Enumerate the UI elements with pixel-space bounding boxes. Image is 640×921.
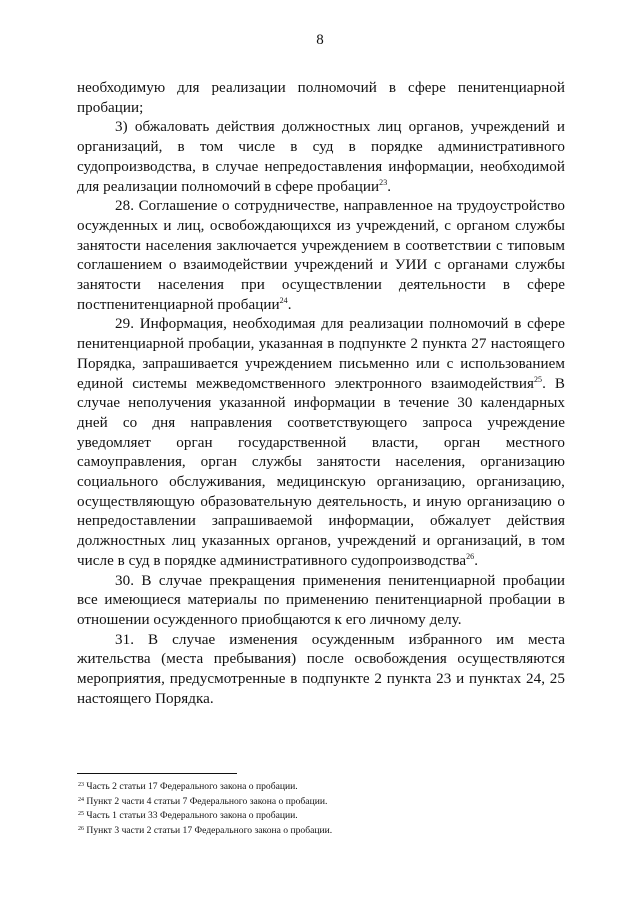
footnote-separator [77,773,237,774]
footnote-number: 23 [78,782,84,788]
paragraph-item-3 [77,118,565,197]
paragraph-tail: . [387,178,392,195]
footnote-item [78,809,558,824]
paragraph-30 [77,572,565,631]
paragraph-tail: . В случае неполучения указанной информации в течение 30 календарных дней со дня направления соответствующего запроса учреждение уведомляет орган государственной власти, орган местного самоуправления, орган службы занятости населения, организацию социального обслуживания, медицинскую организацию, организацию, осуществляющую образовательную деятельность, и иную организацию о непредоставлении запрашиваемой информации, обжалует действия должностных лиц указанных органов, учреждений и организаций, в том числе в суд в порядке административного судопроизводства [77,375,565,569]
paragraph-text: 3) обжаловать действия должностных лиц органов, учреждений и организаций, в том числе в суд в порядке административного судопроизводства, в случае непредоставления информации, необходимой для реализации полномочий в сфере пробации [77,119,565,195]
footnote-ref[interactable]: 25 [533,374,543,384]
footnote-number: 25 [78,811,84,817]
paragraph-tail: . [287,296,292,313]
paragraph-31 [77,631,565,710]
footnote-ref[interactable]: 23 [379,177,388,187]
page-number: 8 [316,32,324,48]
paragraph-text: 30. В случае прекращения применения пенитенциарной пробации все имеющиеся материалы по применению пенитенциарной пробации в отношении осужденного приобщаются к его личному делу. [77,572,565,628]
footnote-ref[interactable]: 26 [466,551,475,561]
footnote-number: 24 [78,796,84,803]
footnote-text: Часть 2 статьи 17 Федерального закона о пробации. [86,781,298,792]
paragraph-continuation [77,79,565,118]
footnote-item [78,824,558,839]
paragraph-text: 31. В случае изменения осужденным избранного им места жительства (места пребывания) после освобождения осуществляются мероприятия, предусмотренные в подпункте 2 пункта 23 и пунктах 24, 25 настоящего Порядка. [77,631,565,707]
footnote-item [78,780,558,795]
document-body [77,79,565,710]
paragraph-text: 28. Соглашение о сотрудничестве, направленное на трудоустройство осужденных и лиц, освобождающихся из учреждений, с органом службы занятости населения заключается учреждением в соответствии с типовым соглашением о взаимодействии учреждений и УИИ с органами службы занятости населения при осуществлении деятельности в сфере постпенитенциарной пробации [77,198,565,313]
footnotes [78,780,558,838]
footnote-text: Пункт 3 части 2 статьи 17 Федерального закона о пробации. [86,824,333,836]
footnote-text: Пункт 2 части 4 статьи 7 Федерального закона о пробации. [86,795,328,807]
footnote-ref[interactable]: 24 [279,295,288,305]
paragraph-text: 29. Информация, необходимая для реализации полномочий в сфере пенитенциарной пробации, указанная в подпункте 2 пункта 27 настоящего Порядка, запрашивается учреждением письменно или с использованием единой системы межведомственного электронного взаимодействия [77,316,565,392]
paragraph-28 [77,197,565,315]
footnote-item [78,795,558,810]
paragraph-end: . [474,552,479,569]
footnote-text: Часть 1 статьи 33 Федерального закона о пробации. [86,810,298,821]
paragraph-29 [77,315,565,571]
paragraph-text: необходимую для реализации полномочий в сфере пенитенциарной пробации; [77,80,565,116]
footnote-number: 26 [78,825,84,832]
